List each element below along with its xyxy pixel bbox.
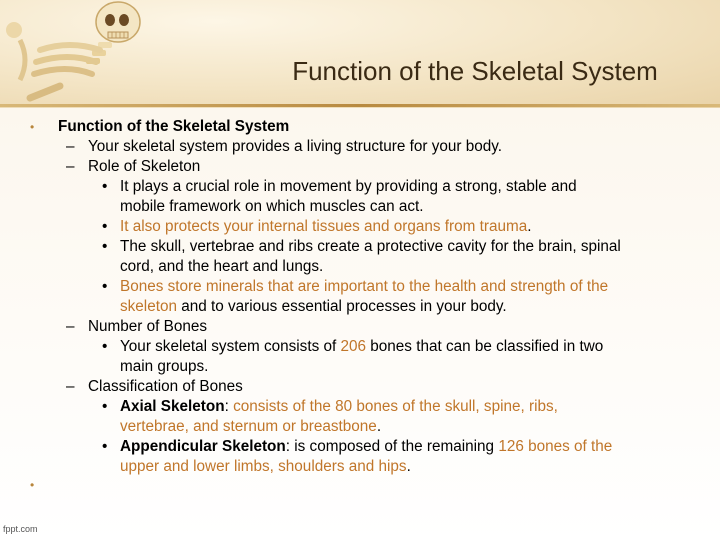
axial-item	[30, 397, 720, 417]
num-count: 206	[340, 338, 367, 355]
bullet-marker: •	[102, 238, 108, 255]
number-item-cont	[30, 357, 720, 377]
role-item-2	[30, 217, 720, 237]
axial-line2: vertebrae, and sternum or breastbone	[120, 418, 377, 435]
sub-role	[30, 157, 720, 177]
number-label: Number of Bones	[88, 318, 208, 335]
class-label: Classification of Bones	[88, 378, 243, 395]
header-divider	[0, 104, 720, 107]
role-item-1-cont	[30, 197, 720, 217]
provides-text: Your skeletal system provides a living structure for your body.	[88, 138, 503, 155]
dash-marker: –	[66, 158, 75, 175]
bullet-marker: •	[102, 178, 108, 195]
axial-colon: :	[224, 398, 234, 415]
role-item-3	[30, 237, 720, 257]
role3-line1: The skull, vertebrae and ribs create a protective cavity for the brain, spinal	[120, 238, 621, 255]
heading-text: Function of the Skeletal System	[58, 118, 290, 135]
dash-marker: –	[66, 378, 75, 395]
role3-line2: cord, and the heart and lungs.	[120, 258, 324, 275]
role-item-3-cont	[30, 257, 720, 277]
app-line2: upper and lower limbs, shoulders and hips	[120, 458, 407, 475]
axial-line1: consists of the 80 bones of the skull, spine, ribs,	[233, 398, 558, 415]
watermark-text: fppt.com	[3, 524, 38, 534]
num-line2: main groups.	[120, 358, 209, 375]
dash-marker: –	[66, 318, 75, 335]
role4-line2-b: and to various essential processes in your body.	[176, 298, 507, 315]
role2-period: .	[527, 218, 532, 235]
bullet-marker: •	[102, 338, 108, 355]
role2-text: It also protects your internal tissues and organs from trauma	[120, 218, 528, 235]
role-item-1	[30, 177, 720, 197]
header-band	[0, 0, 720, 108]
sub-provides	[30, 137, 720, 157]
bullet-marker: •	[30, 120, 35, 134]
axial-label: Axial Skeleton	[120, 398, 225, 415]
number-item	[30, 337, 720, 357]
role-label: Role of Skeleton	[88, 158, 201, 175]
bullet-marker: •	[102, 438, 108, 455]
sub-number	[30, 317, 720, 337]
dash-marker: –	[66, 138, 75, 155]
axial-period: .	[376, 418, 382, 435]
role1-line2: mobile framework on which muscles can act.	[120, 198, 424, 215]
appendicular-item	[30, 437, 720, 457]
num-text-b: bones that can be classified in two	[366, 338, 604, 355]
skeleton-illustration	[0, 0, 170, 104]
app-text-a: : is composed of the remaining	[285, 438, 499, 455]
bullet-heading	[30, 117, 720, 137]
app-count: 126 bones of the	[498, 438, 613, 455]
sub-classification	[30, 377, 720, 397]
bullet-marker: •	[102, 218, 108, 235]
role4-line2-a: skeleton	[120, 298, 177, 315]
num-text-a: Your skeletal system consists of	[120, 338, 341, 355]
app-label: Appendicular Skeleton	[120, 438, 286, 455]
role-item-4-cont	[30, 297, 720, 317]
appendicular-item-cont	[30, 457, 720, 477]
bullet-marker: •	[102, 398, 108, 415]
role1-line1: It plays a crucial role in movement by providing a strong, stable and	[120, 178, 577, 195]
empty-bullet: •	[30, 478, 35, 492]
bullet-marker: •	[102, 278, 108, 295]
slide-title: Function of the Skeletal System	[292, 56, 658, 86]
role-item-4	[30, 277, 720, 297]
slide-content	[30, 117, 720, 477]
axial-item-cont	[30, 417, 720, 437]
app-period: .	[406, 458, 411, 475]
role4-line1: Bones store minerals that are important to the health and strength of the	[120, 278, 609, 295]
